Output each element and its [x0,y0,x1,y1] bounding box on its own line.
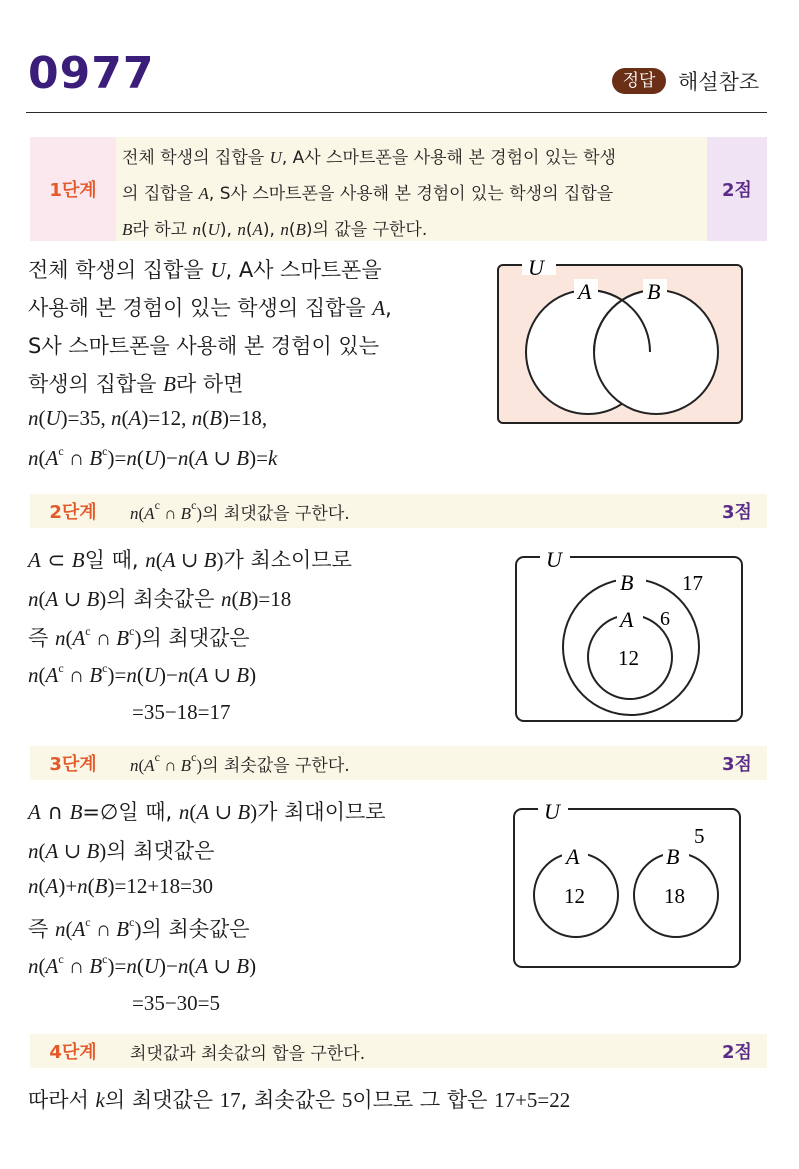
body-line: $n(A^c$ ∩ $B^c)=n(U)-n(A$ ∪ B) [28,661,257,687]
body-line: A ⊂ B일 때, n(A ∪ B)가 최소이므로 [28,548,352,572]
body-line: 즉 $n(A^c$ ∩ $B^c$)의 최댓값은 [28,624,250,650]
step-1-desc-line: 전체 학생의 집합을 U, A사 스마트폰을 사용해 본 경험이 있는 학생 [122,148,616,168]
body-line: n(U)=35, n(A)=12, n(B)=18, [28,406,268,430]
answer-badge: 정답 [612,68,666,94]
a-count: 12 [618,646,639,670]
b-only-count: 6 [660,608,670,630]
header-divider [26,112,767,113]
step-4-header [30,1034,767,1068]
label-b: B [620,570,634,595]
body-line: A ∩ B=∅일 때, n(A ∪ B)가 최대이므로 [28,800,386,824]
body-line: S사 스마트폰을 사용해 본 경험이 있는 [28,334,379,358]
step-3-header [30,746,767,780]
step-1-header [30,137,767,241]
body-line: 즉 $n(A^c$ ∩ $B^c$)의 최솟값은 [28,915,250,941]
outside-count: 5 [694,824,705,848]
step-4-label: 4단계 [49,1042,97,1063]
page-header [0,0,799,115]
label-b: B [666,844,680,869]
venn-diagram-2 [508,545,748,725]
body-line: 학생의 집합을 B라 하면 [28,372,244,396]
reference-label: 해설참조 [678,70,760,94]
step-4-description: 최댓값과 최솟값의 합을 구한다. [130,1043,366,1064]
step-2-points: 3점 [722,502,752,523]
step-2-description: $n(A^c$ ∩ $B^c$) 의 최댓값을 구한다. [130,498,350,524]
body-line: =35−30=5 [132,991,221,1015]
body-line: 사용해 본 경험이 있는 학생의 집합을 A, [28,296,392,320]
label-u: U [528,255,544,280]
step-3-description: $n(A^c$ ∩ $B^c$) 의 최솟값을 구한다. [130,750,350,776]
body-line: n(A ∪ B)의 최솟값은 n(B)=18 [28,587,292,611]
step-1-points: 2점 [707,137,767,241]
step-2-header [30,494,767,528]
conclusion-line: 따라서 k의 최댓값은 17, 최솟값은 5이므로 그 합은 17+5=22 [28,1088,571,1112]
label-u: U [544,799,560,824]
problem-number: 0977 [28,48,155,99]
step-1-desc-line: 의 집합을 A, S사 스마트폰을 사용해 본 경험이 있는 학생의 집합을 [122,184,614,204]
label-b: B [647,279,661,304]
step-3-points: 3점 [722,754,752,775]
step-2-body [28,540,498,730]
body-line: n(A)+n(B)=12+18=30 [28,874,214,898]
step-1-label: 1단계 [30,137,116,241]
body-line: n(A ∪ B)의 최댓값은 [28,839,215,863]
body-line: =35−18=17 [132,700,231,724]
label-u: U [546,547,562,572]
step-4-points: 2점 [722,1042,752,1063]
venn-diagram-1 [490,255,750,430]
step-1-desc-line: B라 하고 n(U), n(A), n(B)의 값을 구한다. [122,220,428,240]
step-2-label: 2단계 [49,502,97,523]
step-1-body [28,250,498,480]
venn-diagram-3 [506,795,746,975]
body-line: $n(A^c$ ∩ $B^c)=n(U)-n(A$ ∪ B)=k [28,444,278,470]
body-line: 전체 학생의 집합을 U, A사 스마트폰을 [28,258,382,282]
label-a: A [620,607,634,632]
label-a: A [578,279,592,304]
step-1-description [116,137,707,241]
b-count: 18 [664,884,685,908]
step-3-body [28,792,498,1022]
label-a: A [566,844,580,869]
body-line: $n(A^c$ ∩ $B^c)=n(U)-n(A$ ∪ B) [28,952,257,978]
step-3-label: 3단계 [49,754,97,775]
step-4-body [28,1084,768,1120]
a-count: 12 [564,884,585,908]
outside-count: 17 [682,571,703,595]
